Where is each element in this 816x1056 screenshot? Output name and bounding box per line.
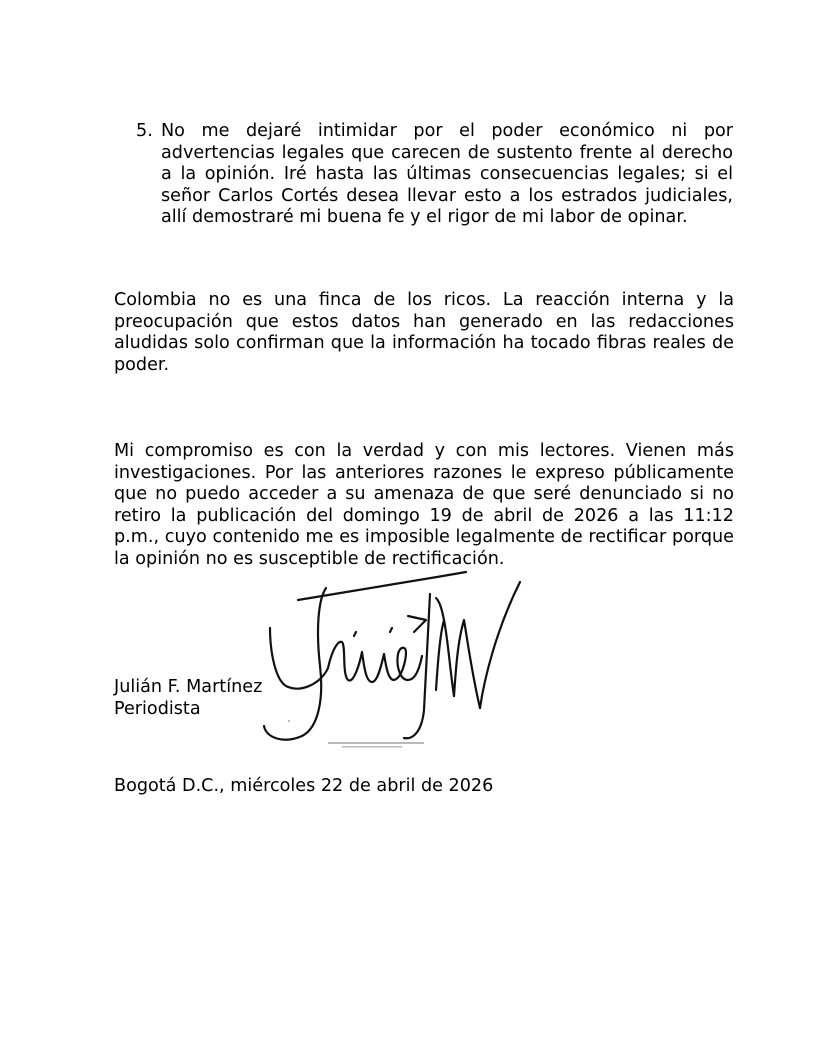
signer-role: Periodista bbox=[114, 698, 201, 719]
list-item-number: 5. bbox=[136, 121, 153, 141]
paragraph-2: Mi compromiso es con la verdad y con mis lectores. Vienen más investigaciones. Por las anteriores razones le expreso públicamente que no puedo acceder a su amenaza de que seré denunciado si no retiro la publicación del domingo 19 de abril de 2026 a las 11:12 p.m., cuyo contenido me es imposible legalmente de rectificar porque la opinión no es susceptible de rectificación. bbox=[114, 441, 734, 569]
paragraph-1: Colombia no es una finca de los ricos. La reacción interna y la preocupación que estos datos han generado en las redacciones aludidas solo confirman que la información ha tocado fibras reales de poder. bbox=[114, 290, 734, 375]
handwritten-signature bbox=[258, 570, 526, 752]
signer-block bbox=[114, 677, 262, 720]
numbered-list-item bbox=[136, 121, 733, 229]
date-line: Bogotá D.C., miércoles 22 de abril de 2026 bbox=[114, 776, 494, 796]
list-item-text: No me dejaré intimidar por el poder económico ni por advertencias legales que carecen de sustento frente al derecho a la opinión. Iré hasta las últimas consecuencias legales; si el señor Carlos Cortés desea llevar esto a los estrados judiciales, allí demostraré mi buena fe y el rigor de mi labor de opinar. bbox=[161, 121, 733, 228]
signer-name: Julián F. Martínez bbox=[114, 677, 263, 697]
